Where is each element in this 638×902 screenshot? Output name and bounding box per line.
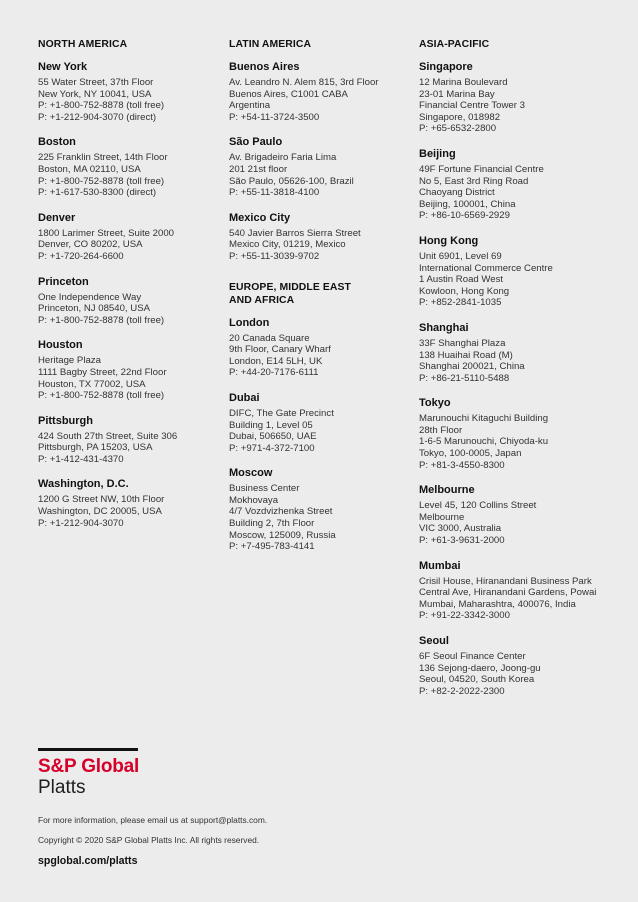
office-name: Dubai: [229, 391, 260, 404]
office-phone: P: +82-2-2022-2300: [419, 685, 505, 697]
office-address-line: Crisil House, Hiranandani Business Park: [419, 575, 592, 587]
office-address-line: São Paulo, 05626-100, Brazil: [229, 175, 354, 187]
office-name: Beijing: [419, 147, 456, 160]
office-mexico-city: [229, 211, 419, 263]
office-phone: P: +1-800-752-8878 (toll free): [38, 390, 165, 402]
footer: [38, 748, 598, 868]
office-phone: P: +1-800-752-8878 (toll free): [38, 100, 165, 112]
footer-copyright: Copyright © 2020 S&P Global Platts Inc. All rights reserved.: [38, 835, 260, 845]
office-address-line: 55 Water Street, 37th Floor: [38, 77, 154, 88]
office-london: [229, 316, 419, 379]
office-address-line: DIFC, The Gate Precinct: [229, 407, 334, 419]
office-address-line: Financial Centre Tower 3: [419, 100, 525, 112]
office-phone: P: +61-3-9631-2000: [419, 535, 505, 547]
office-melbourne: [419, 483, 624, 546]
office-address-line: 1111 Bagby Street, 22nd Floor: [38, 366, 167, 378]
office-address-line: Marunouchi Kitaguchi Building: [419, 413, 549, 425]
office-washington-d-c: [38, 477, 228, 529]
office-houston: [38, 338, 228, 401]
office-address-line: 12 Marina Boulevard: [419, 77, 508, 88]
office-address-line: 138 Huaihai Road (M): [419, 349, 513, 361]
region-title-line: ASIA-PACIFIC: [419, 39, 490, 50]
office-address-line: VIC 3000, Australia: [419, 523, 502, 535]
office-address-line: Unit 6901, Level 69: [419, 250, 502, 262]
region-title-line: LATIN AMERICA: [229, 39, 312, 50]
office-phone: P: +1-617-530-8300 (direct): [38, 187, 157, 199]
office-name: Hong Kong: [419, 234, 479, 247]
office-princeton: [38, 275, 228, 327]
logo-rule: [38, 748, 138, 751]
office-address-line: London, E14 5LH, UK: [229, 355, 323, 367]
office-address-line: 49F Fortune Financial Centre: [419, 163, 544, 175]
region-title-line: EUROPE, MIDDLE EAST: [229, 281, 351, 293]
region-title-line: AND AFRICA: [229, 294, 295, 306]
office-address-line: Kowloon, Hong Kong: [419, 285, 510, 297]
office-name: Buenos Aires: [229, 61, 300, 73]
office-name: Pittsburgh: [38, 414, 93, 427]
region-title: [229, 281, 419, 307]
office-address-line: Beijing, 100001, China: [419, 198, 516, 210]
office-address-line: Washington, DC 20005, USA: [38, 506, 162, 518]
office-address-line: 20 Canada Square: [229, 332, 310, 344]
office-phone: P: +852-2841-1035: [419, 297, 502, 309]
office-address-line: International Commerce Centre: [419, 262, 553, 274]
office-phone: P: +1-720-264-6600: [38, 250, 124, 262]
office-name: New York: [38, 61, 88, 73]
office-address-line: Mumbai, Maharashtra, 400076, India: [419, 598, 576, 610]
office-boston: [38, 135, 228, 198]
office-address-line: Moscow, 125009, Russia: [229, 529, 336, 541]
column-north-america: [38, 38, 228, 541]
office-address-line: Mokhovaya: [229, 494, 279, 506]
office-address-line: Building 1, Level 05: [229, 419, 313, 431]
office-mumbai: [419, 559, 624, 622]
column-asia-pacific: [419, 38, 624, 709]
office-address-line: Av. Leandro N. Alem 815, 3rd Floor: [229, 77, 379, 88]
office-name: Mexico City: [229, 211, 291, 224]
office-phone: P: +55-11-3818-4100: [229, 187, 320, 199]
office-phone: P: +1-800-752-8878 (toll free): [38, 175, 165, 187]
office-address-line: Mexico City, 01219, Mexico: [229, 239, 346, 251]
office-phone: P: +44-20-7176-6111: [229, 367, 319, 379]
logo-sp-global: S&P Global: [38, 756, 140, 777]
office-address-line: Business Center: [229, 483, 300, 495]
office-address-line: Denver, CO 80202, USA: [38, 239, 143, 251]
office-new-york: [38, 60, 228, 123]
region-title: [419, 38, 624, 51]
office-address-line: 540 Javier Barros Sierra Street: [229, 227, 361, 239]
office-address-line: 1200 G Street NW, 10th Floor: [38, 494, 165, 506]
office-address-line: No 5, East 3rd Ring Road: [419, 175, 529, 187]
office-name: Princeton: [38, 275, 89, 288]
office-address-line: Av. Brigadeiro Faria Lima: [229, 152, 337, 164]
office-s-o-paulo: [229, 135, 419, 198]
office-address-line: Building 2, 7th Floor: [229, 518, 315, 530]
office-phone: P: +971-4-372-7100: [229, 442, 315, 454]
region-title: [229, 38, 419, 51]
office-address-line: Heritage Plaza: [38, 355, 101, 367]
office-hong-kong: [419, 234, 624, 309]
office-name: Houston: [38, 339, 83, 352]
office-name: São Paulo: [229, 136, 283, 149]
office-phone: P: +1-800-752-8878 (toll free): [38, 314, 165, 326]
office-phone: P: +86-21-5110-5488: [419, 372, 510, 384]
office-address-line: 6F Seoul Finance Center: [419, 651, 526, 662]
office-name: Melbourne: [419, 484, 475, 497]
office-address-line: 225 Franklin Street, 14th Floor: [38, 152, 168, 164]
office-phone: P: +1-212-904-3070 (direct): [38, 111, 157, 123]
office-dubai: [229, 391, 419, 454]
office-phone: P: +1-412-431-4370: [38, 453, 124, 465]
office-name: Washington, D.C.: [38, 478, 129, 491]
office-name: Boston: [38, 136, 76, 149]
office-address-line: Pittsburgh, PA 15203, USA: [38, 442, 153, 454]
office-address-line: 201 21st floor: [229, 163, 288, 175]
office-name: Tokyo: [419, 397, 451, 410]
office-address-line: Chaoyang District: [419, 187, 495, 199]
office-address-line: Houston, TX 77002, USA: [38, 378, 146, 390]
office-name: Denver: [38, 211, 76, 224]
office-shanghai: [419, 321, 624, 384]
footer-website-link[interactable]: spglobal.com/platts: [38, 855, 138, 867]
office-address-line: Boston, MA 02110, USA: [38, 163, 141, 175]
region-title-line: NORTH AMERICA: [38, 39, 128, 50]
office-address-line: Dubai, 506650, UAE: [229, 431, 317, 443]
office-address-line: 28th Floor: [419, 424, 463, 436]
office-address-line: Argentina: [229, 100, 271, 112]
office-address-line: 33F Shanghai Plaza: [419, 337, 506, 349]
office-address-line: 1-6-5 Marunouchi, Chiyoda-ku: [419, 436, 549, 448]
office-address-line: Shanghai 200021, China: [419, 361, 525, 373]
office-address-line: 424 South 27th Street, Suite 306: [38, 430, 178, 442]
office-name: Shanghai: [419, 321, 469, 334]
office-name: Mumbai: [419, 559, 461, 572]
office-phone: P: +7-495-783-4141: [229, 541, 315, 553]
region-title: [38, 38, 228, 51]
office-denver: [38, 211, 228, 263]
office-name: Singapore: [419, 61, 473, 73]
office-name: Seoul: [419, 635, 449, 647]
office-pittsburgh: [38, 414, 228, 466]
office-address-line: Level 45, 120 Collins Street: [419, 500, 537, 512]
office-address-line: Princeton, NJ 08540, USA: [38, 303, 150, 315]
office-address-line: Tokyo, 100-0005, Japan: [419, 448, 522, 460]
office-singapore: [419, 60, 624, 135]
office-address-line: 23-01 Marina Bay: [419, 88, 495, 100]
office-phone: P: +86-10-6569-2929: [419, 210, 510, 222]
footer-contact-info: For more information, please email us at support@platts.com.: [38, 815, 268, 825]
office-tokyo: [419, 396, 624, 471]
office-address-line: 4/7 Vozdvizhenka Street: [229, 506, 333, 518]
office-address-line: One Independence Way: [38, 291, 142, 303]
office-name: London: [229, 316, 270, 329]
office-address-line: Seoul, 04520, South Korea: [419, 674, 535, 686]
logo-platts: Platts: [38, 777, 86, 798]
office-address-line: 136 Sejong-daero, Joong-gu: [419, 662, 541, 674]
office-address-line: Singapore, 018982: [419, 111, 501, 123]
office-phone: P: +54-11-3724-3500: [229, 111, 320, 123]
office-phone: P: +65-6532-2800: [419, 123, 497, 135]
office-address-line: Melbourne: [419, 511, 465, 523]
column-latin-america-emea: [229, 38, 419, 565]
office-phone: P: +81-3-4550-8300: [419, 459, 505, 471]
office-buenos-aires: [229, 60, 419, 123]
office-address-line: 9th Floor, Canary Wharf: [229, 344, 331, 356]
office-phone: P: +91-22-3342-3000: [419, 610, 510, 622]
office-beijing: [419, 147, 624, 222]
office-phone: P: +1-212-904-3070: [38, 517, 124, 529]
office-address-line: New York, NY 10041, USA: [38, 88, 152, 100]
office-phone: P: +55-11-3039-9702: [229, 250, 320, 262]
office-address-line: Central Ave, Hiranandani Gardens, Powai: [419, 587, 597, 599]
office-seoul: [419, 634, 624, 697]
office-address-line: 1800 Larimer Street, Suite 2000: [38, 227, 174, 239]
office-address-line: Buenos Aires, C1001 CABA: [229, 88, 348, 100]
office-moscow: [229, 466, 419, 553]
office-name: Moscow: [229, 467, 273, 480]
office-address-line: 1 Austin Road West: [419, 274, 504, 286]
